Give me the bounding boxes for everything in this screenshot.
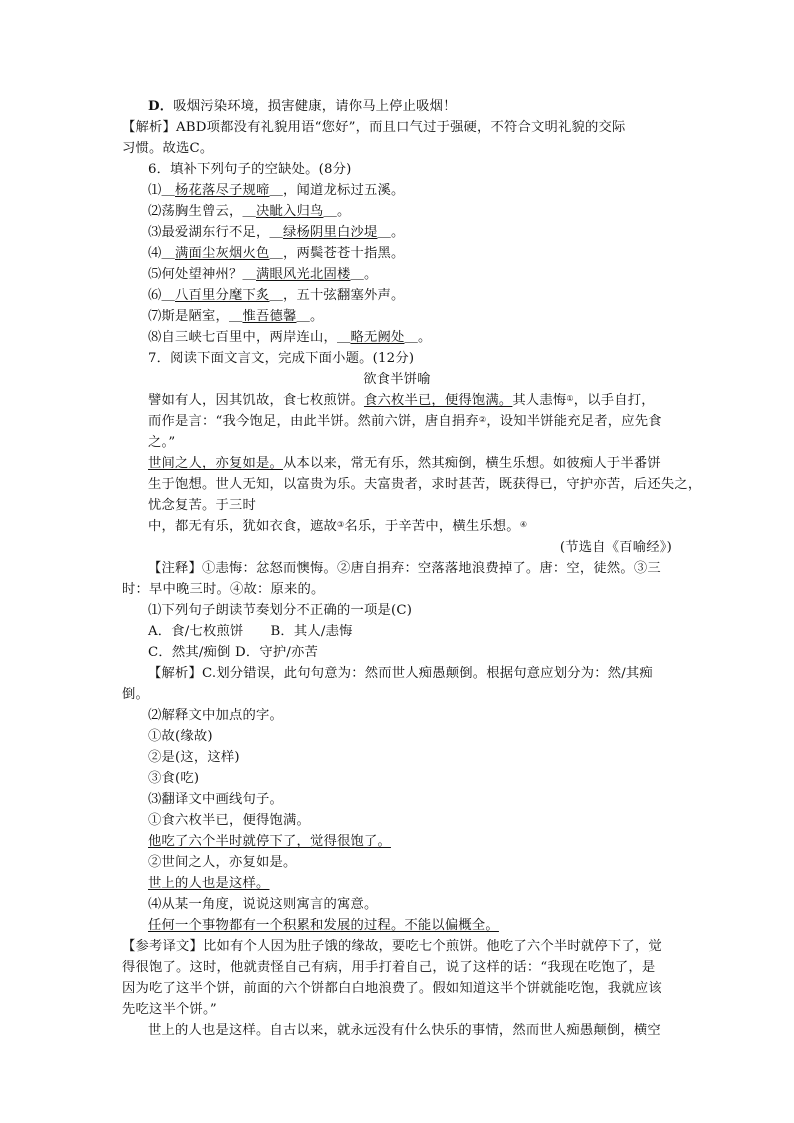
analysis-line: 习惯。故选C。 [122,141,214,156]
analysis-line: 倒。 [122,687,149,702]
options-line: C．然其/痴倒 D．守护/亦苦 [148,645,318,660]
moral-answer: 任何一个事物都有一个积累和发展的过程。不能以偏概全。 [148,918,499,933]
word-gloss: ②是(这，这样) [148,750,240,765]
option-d: D．吸烟污染环境，损害健康，请你马上停止吸烟！ [148,99,457,114]
passage-title: 欲食半饼喻 [363,372,431,387]
fill-item: ⑵荡胸生曾云，＿决眦入归鸟＿。 [148,204,351,219]
options-line: A．食/七枚煎饼 B．其人/恚悔 [148,624,353,639]
passage-line: 而作是言：“我今饱足，由此半饼。然前六饼，唐自捐弃②，设知半饼能充足者，应先食 [148,414,662,429]
fill-item: ⑶最爱湖东行不足，＿绿杨阴里白沙堤＿。 [148,225,405,240]
translation-line: 因为吃了这半个饼，前面的六个饼都白白地浪费了。假如知道这半个饼就能吃饱，我就应该 [122,981,662,996]
source-citation: (节选自《百喻经》) [559,540,672,555]
passage-line: 世间之人，亦复如是。从本以来，常无有乐，然其痴倒，横生乐想。如彼痴人于半番饼 [148,456,661,471]
fill-item: ⑻自三峡七百里中，两岸连山，＿略无阙处＿。 [148,330,432,345]
subquestion-4: ⑷从某一角度，说说这则寓言的寓意。 [148,897,378,912]
translate-answer: 世上的人也是这样。 [148,876,270,891]
translation-line: 世上的人也是这样。自古以来，就永远没有什么快乐的事情，然而世人痴愚颠倒，横空 [148,1023,661,1038]
subquestion-1: ⑴下列句子朗读节奏划分不正确的一项是(C) [148,603,413,618]
translate-source: ①食六枚半已，便得饱满。 [148,813,310,828]
question-6-title: 6．填补下列句子的空缺处。(8分) [148,162,352,177]
passage-line: 生于饱想。世人无知，以富贵为乐。夫富贵者，求时甚苦，既获得已，守护亦苦，后还失之， [148,477,702,492]
fill-item: ⑷＿满面尘灰烟火色＿，两鬓苍苍十指黑。 [148,246,405,261]
subquestion-2: ⑵解释文中加点的字。 [148,708,283,723]
fill-item: ⑺斯是陋室，＿惟吾德馨＿。 [148,309,324,324]
translation-line: 【参考译文】比如有个人因为肚子饿的缘故，要吃七个煎饼。他吃了六个半时就停下了，觉 [122,939,662,954]
analysis-line: 【解析】ABD项都没有礼貌用语“您好”，而且口气过于强硬，不符合文明礼貌的交际 [122,120,626,135]
translation-line: 得很饱了。这时，他就责怪自己有病，用手打着自己，说了这样的话：“我现在吃饱了，是 [122,960,656,975]
notes-line: 时：早中晚三时。④故：原来的。 [122,582,325,597]
passage-line: 忧念复苦。于三时 [148,498,256,513]
translate-answer: 他吃了六个半时就停下了，觉得很饱了。 [148,834,391,849]
word-gloss: ③食(吃) [148,771,200,786]
fill-item: ⑹＿八百里分麾下炙＿，五十弦翻塞外声。 [148,288,405,303]
fill-item: ⑸何处望神州？＿满眼风光北固楼＿。 [148,267,378,282]
passage-line: 中，都无有乐，犹如衣食，遮故③名乐，于辛苦中，横生乐想。④ [148,519,528,534]
translate-source: ②世间之人，亦复如是。 [148,855,297,870]
subquestion-3: ⑶翻译文中画线句子。 [148,792,283,807]
passage-line: 之。” [148,435,176,450]
fill-item: ⑴＿杨花落尽子规啼＿，闻道龙标过五溪。 [148,183,405,198]
analysis-line: 【解析】C.划分错误，此句句意为：然而世人痴愚颠倒。根据句意应划分为：然/其痴 [148,666,653,681]
passage-line: 譬如有人，因其饥故，食七枚煎饼。食六枚半已，便得饱满。其人恚悔①，以手自打， [148,393,655,408]
word-gloss: ①故(缘故) [148,729,213,744]
translation-line: 先吃这半个饼。” [122,1002,217,1017]
question-7-title: 7．阅读下面文言文，完成下面小题。(12分) [148,351,415,366]
notes-line: 【注释】①恚悔：忿怒而懊悔。②唐自捐弃：空落落地浪费掉了。唐：空，徒然。③三 [148,561,661,576]
